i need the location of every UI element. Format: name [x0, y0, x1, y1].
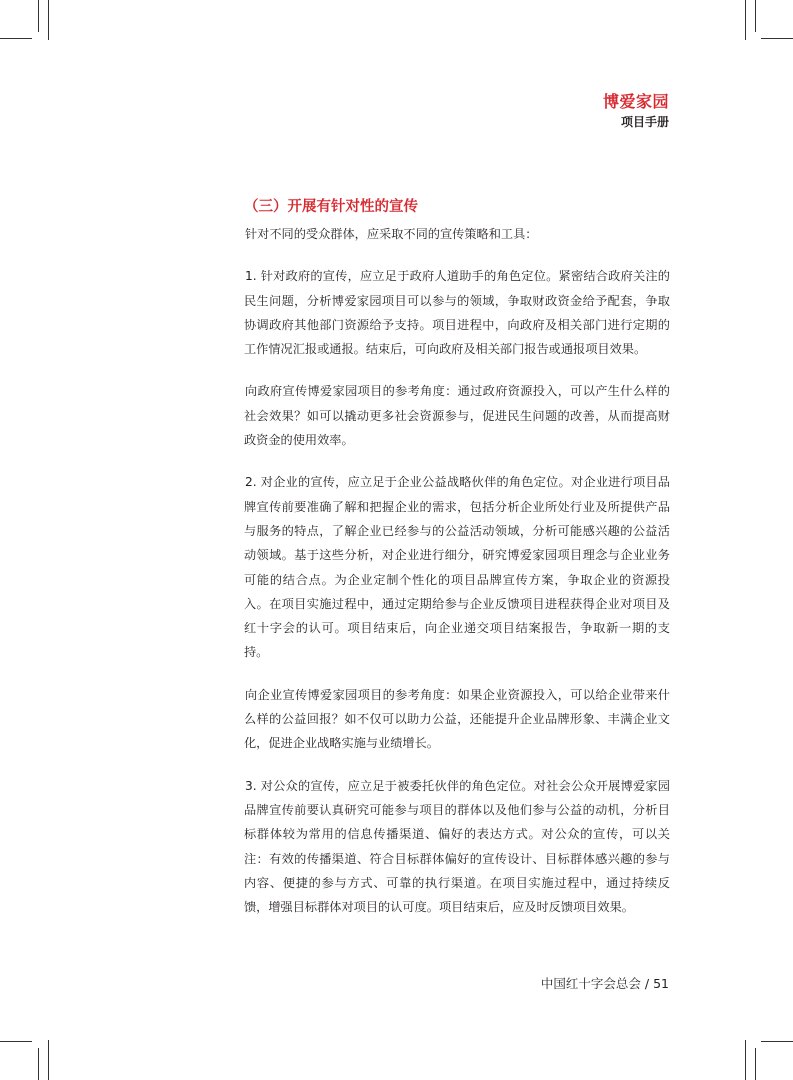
section-intro: 针对不同的受众群体，应采取不同的宣传策略和工具： — [245, 227, 538, 241]
paragraph-government: 1. 针对政府的宣传，应立足于政府人道助手的角色定位。紧密结合政府关注的民生问题，分析博爱家园项目可以参与的领域，争取财政资金给予配套，争取协调政府其他部门资源给予支持。项目进程中，向政府及相关部门进行定期的工作情况汇报或通报。结束后，可向政府及相关部门报告或通报项目效果。 — [244, 269, 670, 357]
crop-mark — [0, 38, 32, 39]
section-heading: （三）开展有针对性的宣传 — [244, 199, 418, 215]
crop-mark — [761, 1041, 793, 1042]
brand-title: 博爱家园 — [602, 92, 669, 111]
crop-mark — [48, 1040, 49, 1080]
crop-mark — [48, 0, 49, 40]
paragraph-public: 3. 对公众的宣传，应立足于被委托伙伴的角色定位。对社会公众开展博爱家园品牌宣传前要认真研究可能参与项目的群体以及他们参与公益的动机，分析目标群体较为常用的信息传播渠道、偏好的表达方式。对公众的宣传，可以关注：有效的传播渠道、符合目标群体偏好的宣传设计、目标群体感兴趣的参与内容、便捷的参与方式、可靠的执行渠道。在项目实施过程中，通过持续反馈，增强目标群体对项目的认可度。项目结束后，应及时反馈项目效果。 — [244, 778, 670, 915]
paragraph-enterprise-angle: 向企业宣传博爱家园项目的参考角度：如果企业资源投入，可以给企业带来什么样的公益回报？如不仅可以助力公益，还能提升企业品牌形象、丰满企业文化，促进企业战略实施与业绩增长。 — [244, 687, 670, 751]
crop-mark — [745, 1040, 746, 1080]
crop-mark — [745, 0, 746, 40]
crop-mark — [0, 1041, 32, 1042]
crop-mark — [38, 1048, 39, 1080]
paragraph-enterprise: 2. 对企业的宣传，应立足于企业公益战略伙伴的角色定位。对企业进行项目品牌宣传前要准确了解和把握企业的需求，包括分析企业所处行业及所提供产品与服务的特点，了解企业已经参与的公益活动领域，分析可能感兴趣的公益活动领域。基于这些分析，对企业进行细分，研究博爱家园项目理念与企业业务可能的结合点。为企业定制个性化的项目品牌宣传方案，争取企业的资源投入。在项目实施过程中，通过定期给参与企业反馈项目进程获得企业对项目及红十字会的认可。项目结束后，向企业递交项目结案报告，争取新一期的支持。 — [244, 475, 670, 660]
crop-mark — [755, 0, 756, 32]
crop-mark — [761, 38, 793, 39]
brand-subtitle: 项目手册 — [620, 115, 669, 129]
crop-mark — [755, 1048, 756, 1080]
crop-mark — [38, 0, 39, 32]
page-footer: 中国红十字会总会 / 51 — [540, 976, 669, 991]
main-content — [244, 196, 670, 919]
paragraph-government-angle: 向政府宣传博爱家园项目的参考角度：通过政府资源投入，可以产生什么样的社会效果？如可以撬动更多社会资源参与，促进民生问题的改善，从而提高财政资金的使用效率。 — [244, 384, 670, 448]
running-header — [603, 92, 669, 130]
